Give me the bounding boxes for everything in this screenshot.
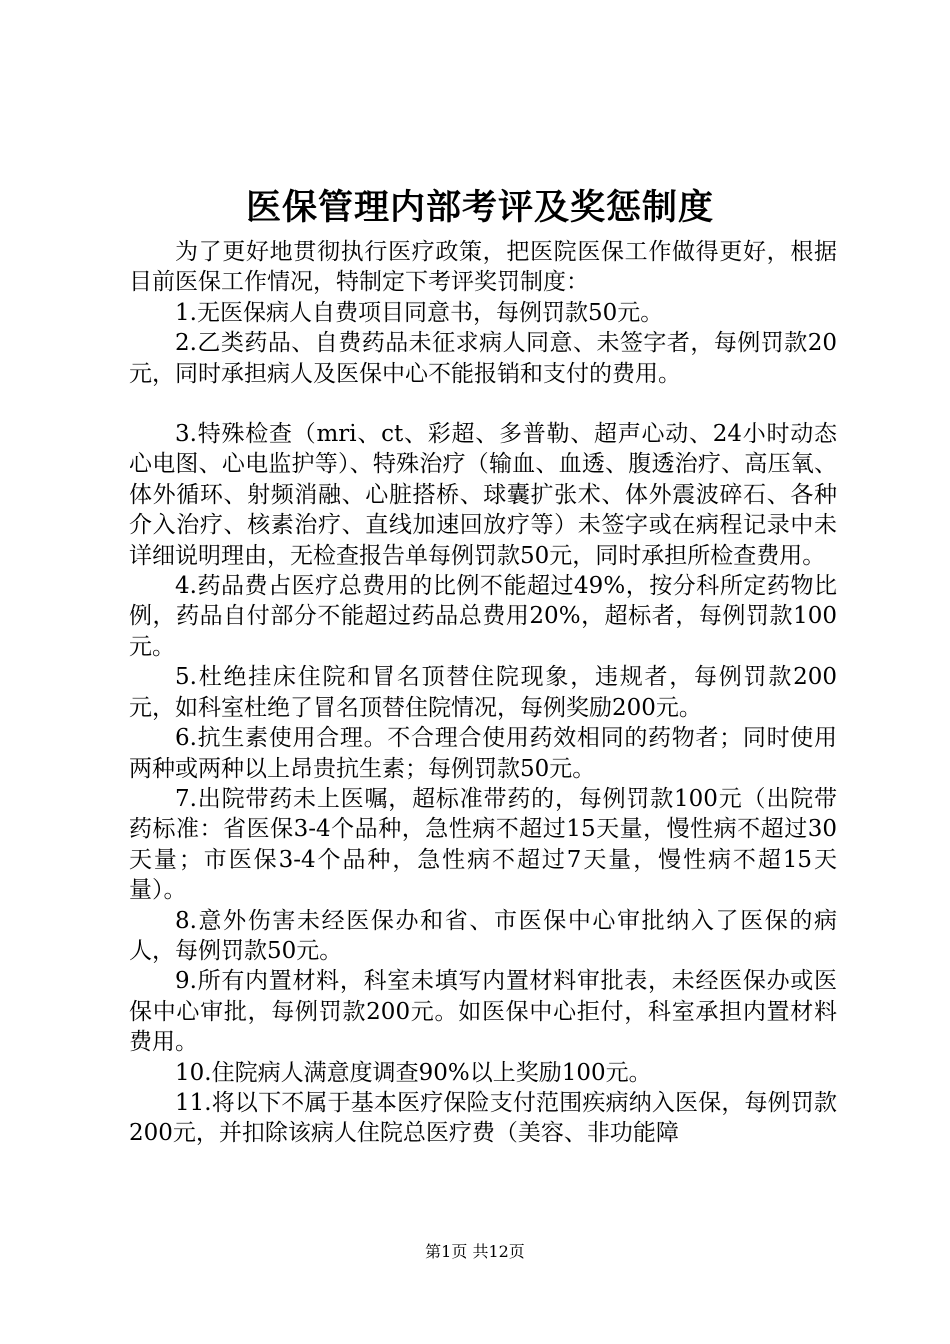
- paragraph-item-5: 5.杜绝挂床住院和冒名顶替住院现象，违规者，每例罚款200元，如科室杜绝了冒名顶替住院情况，每例奖励200元。: [129, 664, 837, 721]
- paragraph-item-11: 11.将以下不属于基本医疗保险支付范围疾病纳入医保，每例罚款200元，并扣除该病人住院总医疗费（美容、非功能障: [129, 1089, 837, 1147]
- paragraph-item-6: 6.抗生素使用合理。不合理合使用药效相同的药物者；同时使用两种或两种以上昂贵抗生素；每例罚款50元。: [129, 725, 837, 782]
- paragraph-item-10: 10.住院病人满意度调查90%以上奖励100元。: [175, 1059, 652, 1086]
- paragraph-intro: 为了更好地贯彻执行医疗政策，把医院医保工作做得更好，根据目前医保工作情况，特制定下考评奖罚制度：: [129, 239, 837, 296]
- document-title: 医保管理内部考评及奖惩制度: [245, 188, 714, 228]
- paragraph-item-3: 3.特殊检查（mri、ct、彩超、多普勒、超声心动、24小时动态心电图、心电监护等）、特殊治疗（输血、血透、腹透治疗、高压氧、体外循环、射频消融、心脏搭桥、球囊扩张术、体外震波碎石、各种介入治疗、核素治疗、直线加速回放疗等）未签字或在病程记录中未详细说明理由，无检查报告单每例罚款50元，同时承担所检查费用。: [129, 421, 837, 569]
- paragraph-item-7: 7.出院带药未上医嘱，超标准带药的，每例罚款100元（出院带药标准：省医保3-4个品种，急性病不超过15天量，慢性病不超过30天量；市医保3-4个品种，急性病不超过7天量，慢性病不超15天量）。: [129, 785, 837, 904]
- paragraph-item-2: 2.乙类药品、自费药品未征求病人同意、未签字者，每例罚款20元，同时承担病人及医保中心不能报销和支付的费用。: [129, 330, 837, 387]
- paragraph-item-1: 1.无医保病人自费项目同意书，每例罚款50元。: [175, 299, 664, 326]
- page-number: 第1页 共12页: [425, 1242, 525, 1261]
- paragraph-item-4: 4.药品费占医疗总费用的比例不能超过49%，按分科所定药物比例，药品自付部分不能超过药品总费用20%，超标者，每例罚款100元。: [129, 573, 837, 660]
- page-footer: [0, 1241, 950, 1263]
- paragraph-item-8: 8.意外伤害未经医保办和省、市医保中心审批纳入了医保的病人，每例罚款50元。: [129, 907, 837, 964]
- document-body: [129, 237, 837, 1149]
- paragraph-item-9: 9.所有内置材料，科室未填写内置材料审批表，未经医保办或医保中心审批，每例罚款200元。如医保中心拒付，科室承担内置材料费用。: [129, 968, 837, 1056]
